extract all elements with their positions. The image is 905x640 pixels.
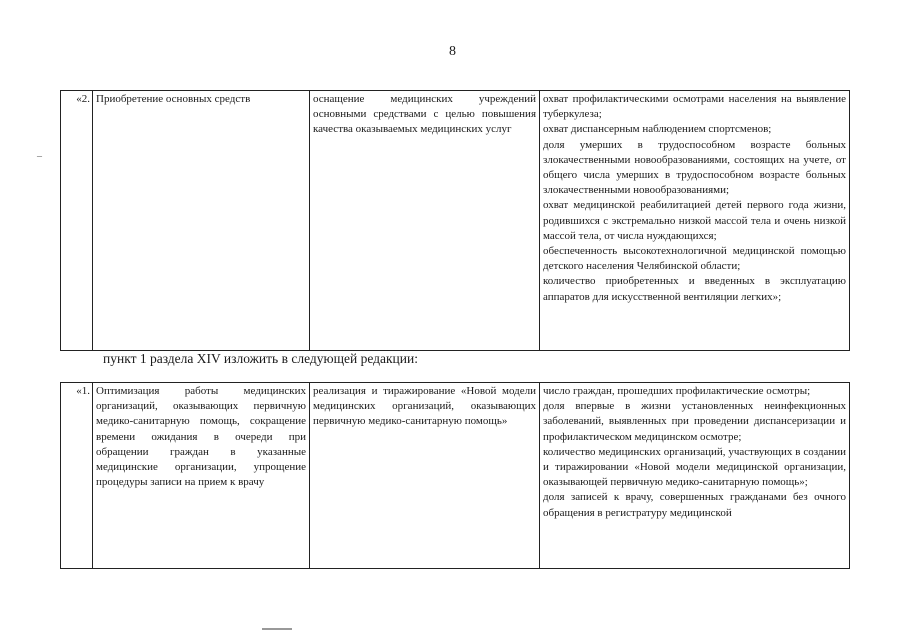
table-section-2 (60, 90, 850, 351)
indicator-item: доля впервые в жизни установленных неинфекционных заболеваний, выявленных при проведении диспансеризации и профилактическом медицинском осмотре; (543, 400, 846, 443)
margin-dash: – (37, 151, 42, 162)
measure-description: реализация и тиражирование «Новой модели медицинских организаций, оказывающих первичную медико-санитарную помощь» (310, 383, 540, 569)
scan-artifact (262, 628, 292, 630)
indicator-item: число граждан, прошедших профилактические осмотры; (543, 385, 811, 397)
indicators-cell (540, 383, 850, 569)
amendment-note: пункт 1 раздела XIV изложить в следующей редакции: (103, 351, 418, 366)
table-section-14 (60, 382, 850, 569)
indicator-item: охват медицинской реабилитацией детей первого года жизни, родившихся с экстремально низкой массой тела и очень низкой массой тела, от числа нуждающихся; (543, 199, 846, 242)
indicator-item: доля записей к врачу, совершенных гражданами без очного обращения в регистратуру медицинской (543, 491, 846, 519)
page-number: 8 (449, 44, 456, 59)
indicator-item: обеспеченность высокотехнологичной медицинской помощью детского населения Челябинской области; (543, 245, 846, 273)
measure-name: Оптимизация работы медицинских организаций, оказывающих первичную медико-санитарную помощь, сокращение времени ожидания в очереди при обращении граждан в указанные медицинские организации, упрощение процедуры записи на прием к врачу (93, 383, 310, 569)
table-row (61, 383, 850, 569)
indicator-item: количество приобретенных и введенных в эксплуатацию аппаратов для искусственной вентиляции легких»; (543, 275, 846, 303)
indicator-item: охват профилактическими осмотрами населения на выявление туберкулеза; (543, 93, 846, 121)
table-row (61, 91, 850, 351)
indicator-item: количество медицинских организаций, участвующих в создании и тиражировании «Новой модели медицинской организации, оказывающей первичную медико-санитарную помощь»; (543, 445, 846, 489)
indicator-item: доля умерших в трудоспособном возрасте больных злокачественными новообразованиями, состоящих на учете, от общего числа умерших в трудоспособном возрасте больных злокачественными новообразованиями; (543, 138, 846, 197)
indicator-item: охват диспансерным наблюдением спортсменов; (543, 123, 772, 136)
measure-description: оснащение медицинских учреждений основными средствами с целью повышения качества оказываемых медицинских услуг (310, 91, 540, 351)
row-number: «1. (61, 383, 93, 569)
row-number: «2. (61, 91, 93, 351)
indicators-cell (540, 91, 850, 351)
measure-name: Приобретение основных средств (93, 91, 310, 351)
